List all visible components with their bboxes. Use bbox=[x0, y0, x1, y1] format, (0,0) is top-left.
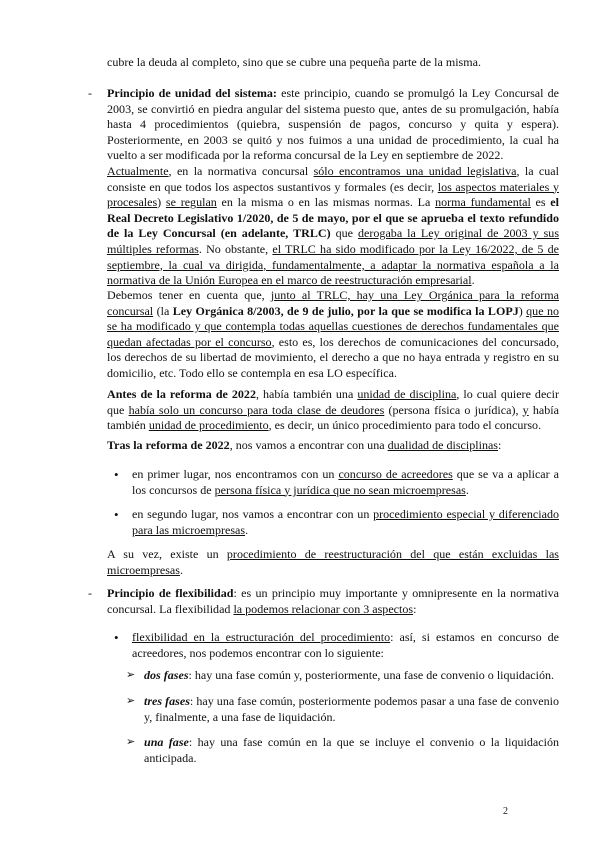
principio-flexibilidad-title: Principio de flexibilidad bbox=[107, 586, 234, 600]
bullet-icon: • bbox=[114, 630, 119, 645]
intro-tail-text: cubre la deuda al completo, sino que se cubre una pequeña parte de la misma. bbox=[107, 55, 481, 69]
principio-flexibilidad-paragraph: Principio de flexibilidad: es un principio muy importante y omnipresente en la normativa concursal. La flexibilidad la podemos relacionar con 3 aspectos: bbox=[107, 586, 559, 616]
bullet-icon: • bbox=[114, 507, 119, 522]
principio-unidad-title: Principio de unidad del sistema: bbox=[107, 86, 277, 100]
arrow-item-una-fase: una fase: hay una fase común en la que se incluye el convenio o la liquidación anticipada. bbox=[144, 735, 559, 765]
arrow-bullet-icon: ➢ bbox=[126, 736, 136, 748]
bullet-icon: • bbox=[114, 467, 119, 482]
arrow-item-tres-fases: tres fases: hay una fase común, posteriormente podemos pasar a una fase de convenio y, finalmente, a una fase de liquidación. bbox=[144, 694, 559, 724]
list-dash: - bbox=[88, 86, 93, 100]
list-dash: - bbox=[88, 586, 93, 600]
bullet-microempresas: en segundo lugar, nos vamos a encontrar con un procedimiento especial y diferenciado para las microempresas. bbox=[132, 507, 559, 537]
tras-reforma-paragraph: Tras la reforma de 2022, nos vamos a encontrar con una dualidad de disciplinas: bbox=[107, 438, 502, 452]
page-number: 2 bbox=[503, 806, 508, 817]
principio-unidad-paragraph: Principio de unidad del sistema: este principio, cuando se promulgó la Ley Concursal de 2003, se convirtió en piedra angular del sistema puesto que, antes de su promulgación, había hasta 4 procedimientos (quiebra, suspensión de pagos, concurso y quita y espera). Posteriormente, en 2003 se quitó y nos fuimos a una unidad de procedimiento, la cual ha vuelto a ser modificada por la reforma concursal de la Ley en septiembre de 2022. bbox=[107, 86, 559, 163]
arrow-item-dos-fases: dos fases: hay una fase común y, posteriormente, una fase de convenio o liquidación. bbox=[144, 668, 555, 682]
bullet-concurso-acreedores: en primer lugar, nos encontramos con un concurso de acreedores que se va a aplicar a los concursos de persona física y jurídica que no sean microempresas. bbox=[132, 467, 559, 497]
a-su-vez-paragraph: A su vez, existe un procedimiento de reestructuración del que están excluidas las microempresas. bbox=[107, 547, 559, 577]
arrow-bullet-icon: ➢ bbox=[126, 669, 136, 681]
arrow-bullet-icon: ➢ bbox=[126, 695, 136, 707]
bullet-flexibilidad-estructuracion: flexibilidad en la estructuración del procedimiento: así, si estamos en concurso de acreedores, nos podemos encontrar con lo siguiente: bbox=[132, 630, 559, 660]
antes-reforma-paragraph: Antes de la reforma de 2022, había también una unidad de disciplina, lo cual quiere decir que había solo un concurso para toda clase de deudores (persona física o jurídica), y había también unidad de procedimiento, es decir, un único procedimiento para todo el concurso. bbox=[107, 387, 560, 433]
actualmente-paragraph: Actualmente, en la normativa concursal sólo encontramos una unidad legislativa, la cual consiste en que todos los aspectos sustantivos y formales (es decir, los aspectos materiales y procesales) se regulan en la misma o en las mismas normas. La norma fundamental es el Real Decreto Legislativo 1/2020, de 5 de mayo, por el que se aprueba el texto refundido de la Ley Concursal (en adelante, TRLC) que derogaba la Ley original de 2003 y sus múltiples reformas. No obstante, el TRLC ha sido modificado por la Ley 16/2022, de 5 de septiembre, la cual va dirigida, fundamentalmente, a adaptar la normativa española a la normativa de la Unión Europea en el marco de reestructuración empresarial. bbox=[107, 164, 560, 288]
debemos-paragraph: Debemos tener en cuenta que, junto al TRLC, hay una Ley Orgánica para la reforma concursal (la Ley Orgánica 8/2003, de 9 de julio, por la que se modifica la LOPJ) que no se ha modificado y que contempla todas aquellas cuestiones de derechos fundamentales que quedan afectadas por el concurso, esto es, los derechos de comunicaciones del concursado, los derechos de su libertad de movimiento, el derecho a que no haya entrada y registro en su domicilio, etc. Todo ello se contempla en esa LO específica. bbox=[107, 288, 560, 380]
